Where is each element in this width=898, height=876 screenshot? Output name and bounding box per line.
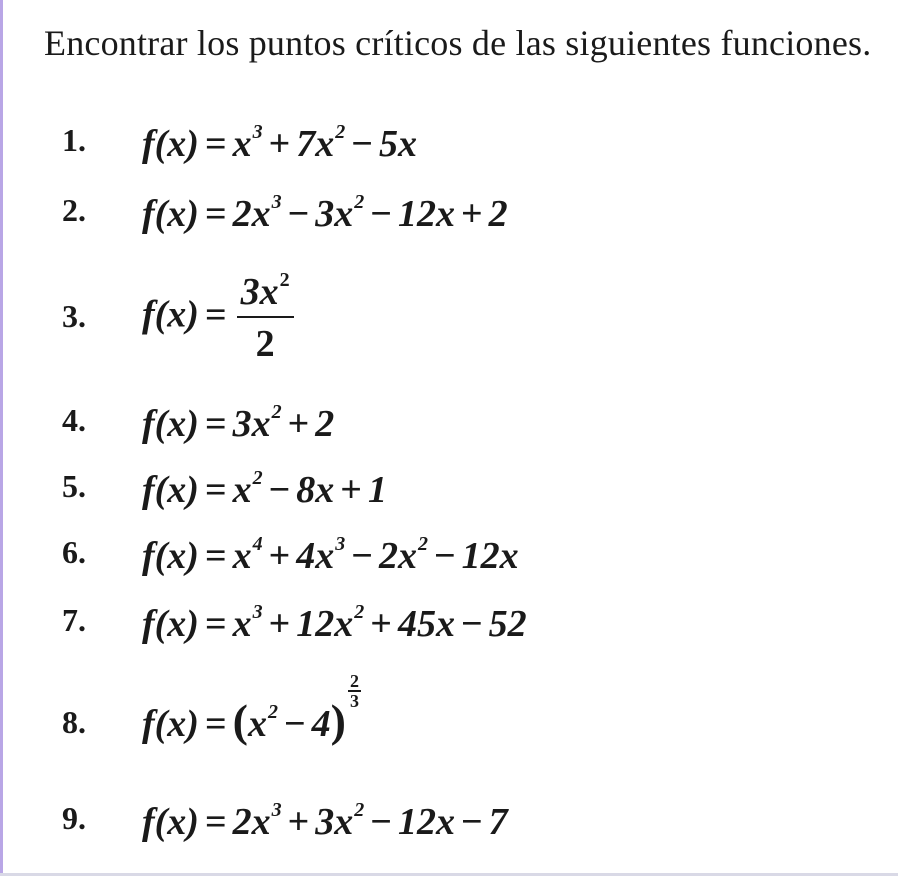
close-parenthesis: ) bbox=[330, 695, 346, 746]
function-expression bbox=[142, 534, 519, 578]
exponent: 2 bbox=[279, 269, 290, 291]
operator: − bbox=[283, 703, 306, 745]
term: 3x bbox=[240, 271, 279, 313]
operator: − bbox=[268, 469, 291, 511]
exponent-numerator: 2 bbox=[349, 671, 359, 691]
exponent: 3 bbox=[335, 533, 346, 555]
term: 7 bbox=[488, 801, 508, 843]
exponent: 2 bbox=[252, 467, 263, 489]
denominator: 2 bbox=[255, 323, 275, 365]
term: 2 bbox=[488, 193, 508, 235]
term: 52 bbox=[488, 603, 527, 645]
exponent: 3 bbox=[252, 121, 263, 143]
equals-sign: = bbox=[204, 703, 227, 745]
exponent: 3 bbox=[271, 191, 282, 213]
term: 3x bbox=[315, 801, 354, 843]
function-expression bbox=[142, 602, 527, 646]
function-lhs: f(x) bbox=[142, 123, 199, 165]
item-number: 1. bbox=[62, 122, 86, 158]
numerator bbox=[237, 270, 294, 318]
term: 12x bbox=[397, 801, 455, 843]
operator: − bbox=[351, 123, 373, 165]
item-number: 3. bbox=[62, 298, 86, 334]
equals-sign: = bbox=[204, 293, 227, 336]
operator: − bbox=[351, 535, 373, 577]
term: 12x bbox=[461, 535, 519, 577]
function-lhs: f(x) bbox=[142, 535, 199, 577]
function-expression bbox=[142, 402, 334, 446]
exponent: 2 bbox=[271, 401, 282, 423]
operator: + bbox=[268, 535, 291, 577]
function-expression bbox=[142, 270, 294, 366]
fractional-exponent bbox=[348, 672, 361, 710]
operator: + bbox=[268, 123, 291, 165]
equals-sign: = bbox=[204, 469, 227, 511]
operator: + bbox=[268, 603, 291, 645]
exponent-denominator: 3 bbox=[349, 691, 359, 711]
term: 2x bbox=[378, 535, 417, 577]
term: 7x bbox=[296, 123, 335, 165]
term: x bbox=[232, 603, 252, 645]
item-number: 8. bbox=[62, 704, 86, 740]
item-number: 4. bbox=[62, 402, 86, 438]
term: 2 bbox=[315, 403, 335, 445]
term: 12x bbox=[397, 193, 455, 235]
operator: + bbox=[340, 469, 362, 511]
term: 4x bbox=[296, 535, 335, 577]
operator: − bbox=[433, 535, 456, 577]
term: x bbox=[232, 469, 252, 511]
item-number: 5. bbox=[62, 468, 86, 504]
operator: + bbox=[370, 603, 392, 645]
equals-sign: = bbox=[204, 403, 227, 445]
equals-sign: = bbox=[204, 193, 227, 235]
term: 3x bbox=[315, 193, 354, 235]
term: 8x bbox=[296, 469, 335, 511]
item-number: 2. bbox=[62, 192, 86, 228]
operator: − bbox=[370, 193, 392, 235]
function-expression bbox=[142, 671, 361, 747]
item-number: 7. bbox=[62, 602, 86, 638]
operator: − bbox=[460, 603, 483, 645]
exponent: 2 bbox=[354, 799, 365, 821]
exponent: 2 bbox=[417, 533, 428, 555]
exponent: 3 bbox=[271, 799, 282, 821]
term: 4 bbox=[311, 703, 331, 745]
term: 2x bbox=[232, 801, 271, 843]
term: 2x bbox=[232, 193, 271, 235]
term: x bbox=[247, 703, 267, 745]
item-number: 6. bbox=[62, 534, 86, 570]
function-expression bbox=[142, 122, 417, 166]
function-lhs: f(x) bbox=[142, 403, 199, 445]
equals-sign: = bbox=[204, 123, 227, 165]
function-lhs: f(x) bbox=[142, 469, 199, 511]
left-border bbox=[0, 0, 3, 876]
function-expression bbox=[142, 192, 508, 236]
operator: − bbox=[460, 801, 483, 843]
operator: − bbox=[287, 193, 310, 235]
equals-sign: = bbox=[204, 535, 227, 577]
term: 45x bbox=[397, 603, 455, 645]
function-lhs: f(x) bbox=[142, 603, 199, 645]
exercise-title: Encontrar los puntos críticos de las siguientes funciones. bbox=[44, 23, 872, 63]
function-lhs: f(x) bbox=[142, 703, 199, 745]
equals-sign: = bbox=[204, 603, 227, 645]
exponent: 2 bbox=[335, 121, 346, 143]
function-lhs: f(x) bbox=[142, 193, 199, 235]
term: x bbox=[232, 123, 252, 165]
operator: + bbox=[287, 403, 310, 445]
operator: + bbox=[287, 801, 310, 843]
exponent: 3 bbox=[252, 601, 263, 623]
function-expression bbox=[142, 468, 387, 512]
item-number: 9. bbox=[62, 800, 86, 836]
term: x bbox=[232, 535, 252, 577]
function-expression bbox=[142, 800, 508, 844]
function-lhs: f(x) bbox=[142, 293, 199, 336]
operator: − bbox=[370, 801, 392, 843]
exponent: 2 bbox=[267, 701, 278, 723]
exponent: 2 bbox=[354, 191, 365, 213]
fraction bbox=[237, 270, 294, 366]
exponent: 2 bbox=[354, 601, 365, 623]
term: 1 bbox=[367, 469, 387, 511]
equals-sign: = bbox=[204, 801, 227, 843]
operator: + bbox=[460, 193, 483, 235]
open-parenthesis: ( bbox=[232, 695, 248, 746]
term: 12x bbox=[296, 603, 354, 645]
function-lhs: f(x) bbox=[142, 801, 199, 843]
term: 5x bbox=[378, 123, 417, 165]
term: 3x bbox=[232, 403, 271, 445]
exponent: 4 bbox=[252, 533, 263, 555]
